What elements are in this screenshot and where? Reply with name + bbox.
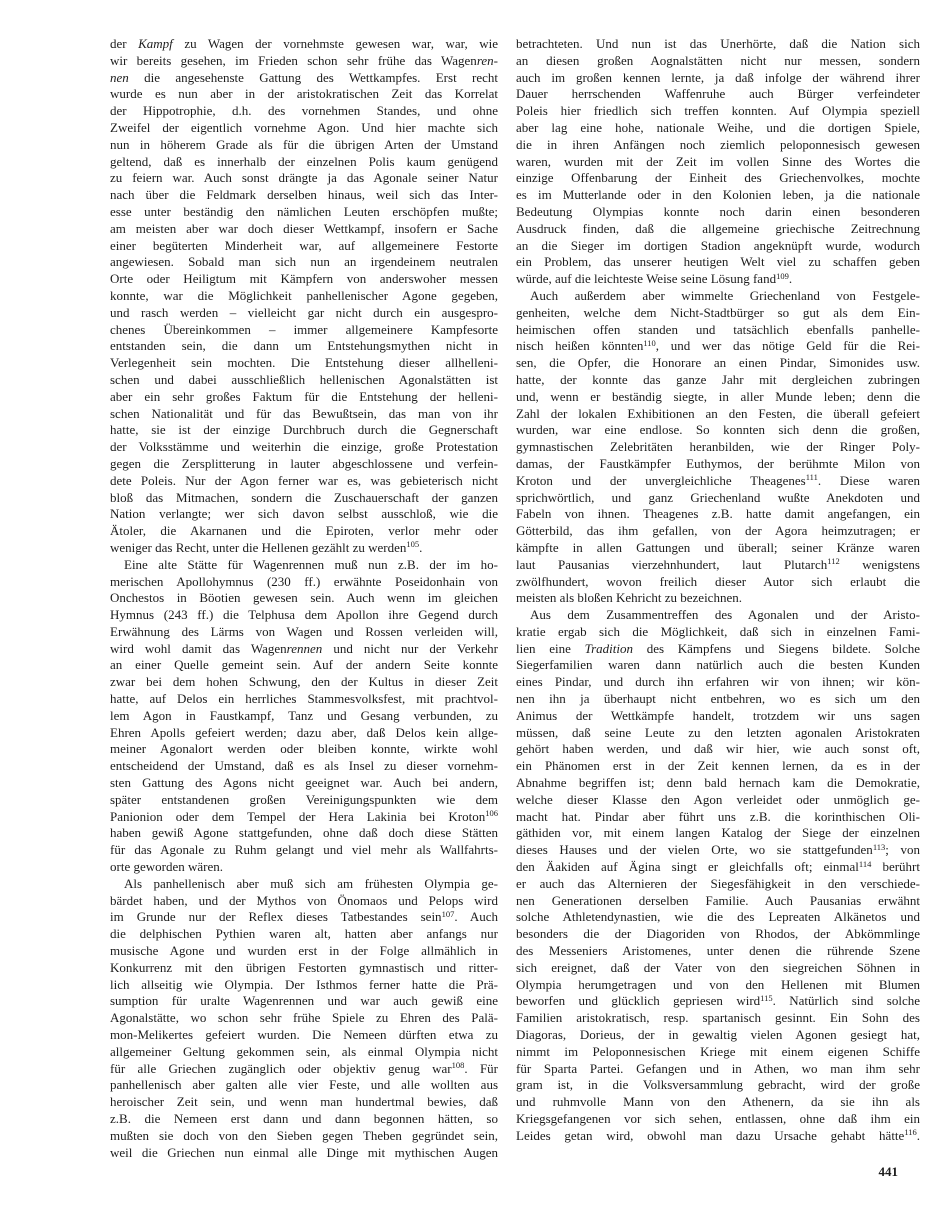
text-line: für das Agonale zu Ruhm gelangt und viel mehr als Wallfahrts-: [110, 842, 498, 858]
text-line: und, wenn er beständig siegte, in aller Munde leben; denn die: [516, 388, 920, 404]
text-line: solche Athletendynastien, wie die des Lepreaten Alkänetos und: [516, 909, 920, 925]
text-line: eines Pindar, und durch ihn erfahren wir von ihnen; wir kön-: [516, 674, 920, 690]
text-line: welche dieser Klasse den Agon verleidet oder unmöglich ge-: [516, 791, 920, 807]
text-line: der Hippotrophie, d.h. des vornehmen Standes, und ohne: [110, 103, 498, 119]
text-line: Dauer herrschenden Waffenruhe auch Bürger verfeindeter: [516, 86, 920, 102]
text-line: schen Nationalität und für das Bewußtsein, das man von ihr: [110, 405, 498, 421]
text-line: nimmt im Peloponnesischen Kriege mit einem eigenen Schiffe: [516, 1043, 920, 1059]
text-line: Konkurrenz mit den übrigen Festorten gymnastisch und ritter-: [110, 959, 498, 975]
text-line: Verlegenheit sein mochten. Die Entstehung dieser allhelleni-: [110, 355, 498, 371]
text-line: orte geworden wären.: [110, 859, 223, 875]
text-line: kämpfte in allen Gattungen und überall; seiner Kränze waren: [516, 539, 920, 555]
text-line: er auch das Alternieren der Siegesfähigkeit in den verschiede-: [516, 875, 920, 891]
text-line: Nation verlangte; wer sich davon selbst ausschloß, wie die: [110, 506, 498, 522]
text-line: ein Phänomen erst in der Zeit kennen lernen, da es in der: [516, 758, 920, 774]
text-line: sten Gattung des Agons nicht geeignet war. Auch bei andern,: [110, 775, 498, 791]
text-line: Olympia herumgetragen und von den Hellenen mit Blumen: [516, 976, 920, 992]
text-line: dieses Hauses und der vielen Orte, wo sie stattgefunden$^{113}$; von: [516, 842, 920, 858]
text-line: allgemeiner Geltung gekommen sein, als einmal Olympia nicht: [110, 1043, 498, 1059]
text-line: müssen, daß seine Leute zu den letzten agonalen Aristokraten: [516, 724, 920, 740]
text-line: merischen Apollohymnus (230 ff.) erwähnte Poseidonhain von: [110, 573, 498, 589]
text-line: haben gewiß Agone stattgefunden, ohne daß doch diese Stätten: [110, 825, 498, 841]
text-line: macht hat. Pindar aber führt uns z.B. die korinthischen Oli-: [516, 808, 920, 824]
text-line: angewiesen. Sobald man sich nun an irgendeinem neutralen: [110, 254, 498, 270]
text-line: zu feiern war. Auch sonst drängte ja das Agonale seiner Natur: [110, 170, 498, 186]
text-line: einer begüterten Minderheit war, auf allgemeinere Festorte: [110, 237, 498, 253]
text-line: entstanden sein, die dann um Entstehungsmythen nicht in: [110, 338, 498, 354]
text-line: panhellenisch aber galten alle vier Feste, und alle wollten aus: [110, 1077, 498, 1093]
text-line: auch im großen kennen lernte, ja daß infolge der während ihrer: [516, 69, 920, 85]
text-line: weil die Griechen nun einmal alle Dinge mit mythischen Augen: [110, 1144, 498, 1160]
text-line: wir bereits gesehen, im Frieden schon sehr frühe das Wagenren-: [110, 52, 498, 68]
text-line: Ausdruck finden, daß die allgemeine griechische Zeitrechnung: [516, 220, 920, 236]
text-line: an diesen großen Aognalstätten nicht nur messen, sondern: [516, 52, 920, 68]
text-line: den Äakiden auf Ägina singt er gleichfalls oft; einmal$^{114}$ berührt: [516, 859, 920, 875]
text-line: beworfen und glücklich gepriesen wird$^{115}$. Natürlich sind solche: [516, 993, 920, 1009]
text-line: Götterbild, das ihm gefallen, von der Agora heimzutragen; er: [516, 523, 920, 539]
text-line: würde, auf die leichteste Weise seine Lösung fand$^{109}$.: [516, 271, 793, 287]
text-line: nun in höherem Grade als für die übrigen Arten der Umstand: [110, 136, 498, 152]
text-line: Bedeutung Olympias konnte noch darin einen besonderen: [516, 203, 920, 219]
text-line: die in ihren Anfängen noch ziemlich peloponnesisch gewesen: [516, 136, 920, 152]
text-line: Auch außerdem aber wimmelte Griechenland von Festgele-: [530, 287, 920, 303]
text-line: ein Problem, das unserer heutigen Welt viel zu schaffen geben: [516, 254, 920, 270]
text-line: entscheidend der Umstand, daß es als Insel zu dieser vornehm-: [110, 758, 498, 774]
text-line: lien eine Tradition des Kämpfens und Siegens bildete. Solche: [516, 640, 920, 656]
text-line: meisten als bloßen Kehricht zu bezeichnen.: [516, 590, 742, 606]
text-line: gegen die Zersplitterung in lauter abgeschlossene und verfein-: [110, 455, 498, 471]
text-line: für alle Griechen zugänglich oder objektiv genug war$^{108}$. Für: [110, 1060, 498, 1076]
text-line: Eine alte Stätte für Wagenrennen muß nun z.B. der im ho-: [124, 556, 498, 572]
text-line: bärdet haben, und der Mythos von Önomaos und Pelops wird: [110, 892, 498, 908]
text-line: Animus der Wettkämpfe handelt, trotzdem wir uns sagen: [516, 707, 920, 723]
text-line: bloß das Mitmachen, sondern die Zuschauerschaft der ganzen: [110, 489, 498, 505]
text-line: aber lag eine hohe, nationale Weihe, und die dortigen Spiele,: [516, 119, 920, 135]
text-line: und rasch werden – vielleicht gar nicht durch ein ausgespro-: [110, 304, 498, 320]
text-line: heroischer Zeit sein, und wenn man hundertmal bewies, daß: [110, 1094, 498, 1110]
text-line: wurden, war eine endlose. So konnten sich denn die großen,: [516, 422, 920, 438]
text-line: im Grunde nur der Reflex dieses Tatbestandes sein$^{107}$. Auch: [110, 909, 498, 925]
text-line: Panionion oder dem Tempel der Hera Lakinia bei Kroton$^{106}$: [110, 808, 498, 824]
text-line: Leides getan wird, obwohl man dazu Ursache gehabt hätte$^{116}$.: [516, 1127, 920, 1143]
text-line: esse unter beständig den nämlichen Leuten erschöpfen mußte;: [110, 203, 498, 219]
text-line: an die Sieger im dortigen Stadion angeknüpft wurde, wodurch: [516, 237, 920, 253]
text-line: Onchestos in Böotien gewesen sein. Auch wenn im gleichen: [110, 590, 498, 606]
text-line: Agonalstätte, wo schon sehr frühe Spiele zu Ehren des Palä-: [110, 1010, 498, 1026]
text-line: zwar bei dem hohen Schwung, den der Kultus in dieser Zeit: [110, 674, 498, 690]
text-line: Hymnus (243 ff.) die Telphusa dem Apollon ihre Gegend durch: [110, 607, 498, 623]
text-line: wird wohl damit das Wagenrennen und nicht nur der Verkehr: [110, 640, 498, 656]
text-line: waren, wurden mit der Zeit im vollen Sinne des Wortes die: [516, 153, 920, 169]
text-line: sprichwörtlich, und ganz Griechenland wußte Anekdoten und: [516, 489, 920, 505]
text-line: die delphischen Pythien waren alt, hatten aber anfangs nur: [110, 926, 498, 942]
text-column-left: [110, 36, 498, 1161]
text-line: und ruhmvolle Mann von den Athenern, da sie ihn als: [516, 1094, 920, 1110]
text-line: Abnahme begriffen ist; denn bald hernach kam die Demokratie,: [516, 775, 920, 791]
text-line: dete Poleis. Nur der Agon ferner war es, was gebieterisch nicht: [110, 472, 498, 488]
text-line: Als panhellenisch aber muß sich am frühesten Olympia ge-: [124, 875, 498, 891]
text-line: Orte oder Heiligtum mit Kämpfern von anderswoher messen: [110, 271, 498, 287]
text-line: nen die angesehenste Gattung des Wettkampfes. Erst recht: [110, 69, 498, 85]
text-line: hatte, sie ist der einzige Durchbruch durch die Gegnerschaft: [110, 422, 498, 438]
text-line: mußten sie doch von den Sieben gegen Theben gegründet sein,: [110, 1127, 498, 1143]
text-line: der Kampf zu Wagen der vornehmste gewesen war, war, wie: [110, 36, 498, 51]
text-line: für Sparta Partei. Gefangen und in Athen, wo man ihm sehr: [516, 1060, 920, 1076]
text-line: lem Agon in Faustkampf, Tanz und Gesang verbunden, zu: [110, 707, 498, 723]
text-line: zwölfhundert, wovon freilich dieser Autor sich erlaubt die: [516, 573, 920, 589]
text-line: Ätoler, die Akarnanen und die Epiroten, verlor mehr oder: [110, 523, 498, 539]
text-line: es im Mutterlande oder in den Kolonien leben, ja die nationale: [516, 187, 920, 203]
text-line: musische Agone und wurden erst in der Folge allmählich in: [110, 943, 498, 959]
text-line: sumption für uralte Wagenrennen und war auch gewiß eine: [110, 993, 498, 1009]
text-line: damas, der Faustkämpfer Euthymos, der berühmte Milon von: [516, 455, 920, 471]
text-line: besonders die der Diagoriden von Rhodos, der Abkömmlinge: [516, 926, 920, 942]
text-line: lich allseitig wie Olympia. Der Isthmos ferner hatte die Prä-: [110, 976, 498, 992]
text-column-right: [516, 36, 920, 1145]
text-line: einzige Offenbarung der Einheit des Griechenvolkes, mochte: [516, 170, 920, 186]
text-line: des Messeniers Aristomenes, unter denen die rührende Szene: [516, 943, 920, 959]
text-line: nach über die Feldmark derselben hinaus, weil sich das Inter-: [110, 187, 498, 203]
text-line: mon-Melikertes gefeiert wurden. Die Nemeen dürften etwa zu: [110, 1027, 498, 1043]
text-line: kratie ergab sich die Möglichkeit, daß sich in einzelnen Fami-: [516, 623, 920, 639]
text-line: Siegerfamilien waren dann natürlich auch die besten Kunden: [516, 657, 920, 673]
text-line: an einer Quelle gemeint sein. Auf der andern Seite konnte: [110, 657, 498, 673]
text-line: genheiten, welche dem Nicht-Stadtbürger so gut als dem Ein-: [516, 304, 920, 320]
text-line: Zweifel der eigentlich vornehme Agon. Und hier machte sich: [110, 119, 498, 135]
text-line: Zahl der lokalen Exhibitionen an den Festen, die überall gefeiert: [516, 405, 920, 421]
text-line: sich ereignet, daß der Vater von den siegreichen Söhnen in: [516, 959, 920, 975]
text-line: geltend, daß es innerhalb der einzelnen Polis kaum genügend: [110, 153, 498, 169]
page-number: 441: [878, 1164, 898, 1179]
text-line: nen ihn ja überhaupt nicht entbehren, wo es sich um den: [516, 691, 920, 707]
text-line: aber ein sehr großes Faktum für die Entstehung der helleni-: [110, 388, 498, 404]
text-line: gäthiden vor, mit einem langen Katalog der Siege der einzelnen: [516, 825, 920, 841]
text-line: Erwähnung des Lärms von Wagen und Rossen verleiden will,: [110, 623, 498, 639]
text-line: Kroton und der unvergleichliche Theagenes$^{111}$. Diese waren: [516, 472, 920, 488]
text-line: hatte, der konnte das ganze Jahr mit dergleichen zubringen: [516, 371, 920, 387]
text-line: laut Pausanias vierzehnhundert, laut Plutarch$^{112}$ wenigstens: [516, 556, 920, 572]
text-line: weniger das Recht, unter die Hellenen gezählt zu werden$^{105}$.: [110, 539, 423, 555]
text-line: heimischen offen standen und tatsächlich ebenfalls panhelle-: [516, 321, 920, 337]
text-line: z.B. die Nemeen erst dann und dann begonnen hätten, so: [110, 1111, 498, 1126]
text-line: gram ist, in die Volksversammlung gebracht, wird der große: [516, 1077, 920, 1093]
text-line: Familien aristokratisch, resp. spartanisch gesinnt. Ein Sohn des: [516, 1010, 920, 1026]
text-line: Poleis hier friedlich sich treffen konnten. Auf Olympia speziell: [516, 103, 920, 119]
text-line: konnte, war die Möglichkeit panhellenischer Agone gegeben,: [110, 287, 498, 303]
text-line: Ehren Apolls gefeiert werden; dazu aber, daß Delos kein allge-: [110, 724, 498, 740]
text-line: nen Generationen derselben Familie. Auch Pausanias erwähnt: [516, 892, 920, 908]
text-line: chenes Übereinkommen – immer allgemeinere Kampfesorte: [110, 321, 498, 337]
text-line: Aus dem Zusammentreffen des Agonalen und der Aristo-: [530, 607, 920, 623]
text-line: der Volksstämme und weiterhin die einzige, große Protestation: [110, 439, 498, 455]
text-line: meiner Agonalort werden oder bleiben konnte, wirkte wohl: [110, 741, 498, 757]
text-line: später entstandenen großen Vereinigungspunkten wie dem: [110, 791, 498, 807]
text-line: am meisten aber war doch dieser Wettkampf, insofern er Sache: [110, 220, 498, 236]
text-line: nisch heißen könnten$^{110}$, und wer das nötige Geld für die Rei-: [516, 338, 920, 354]
text-line: Kriegsgefangenen vor sich sehen, entlassen, ohne daß ihm ein: [516, 1111, 920, 1126]
text-line: gehört haben werden, und daß wir hier, wie auch sonst oft,: [516, 741, 920, 757]
text-line: hatte, auf Delos ein herrliches Stammesvolksfest, mit prachtvol-: [110, 691, 498, 707]
text-line: Diagoras, Dorieus, der in gewaltig vielen Agonen gesiegt hat,: [516, 1027, 920, 1043]
text-line: gymnastischen Zelebritäten heranbilden, wie der Ringer Poly-: [516, 439, 920, 455]
text-line: wurde es nun aber in der aristokratischen Zeit das Korrelat: [110, 86, 498, 102]
text-line: schen und dabei ausschließlich hellenischen Agonalstätten ist: [110, 371, 498, 387]
text-line: sen, die Opfer, die Honorare an einen Pindar, Simonides usw.: [516, 355, 920, 371]
text-line: betrachteten. Und nun ist das Unerhörte, daß die Nation sich: [516, 36, 920, 51]
text-line: Fabeln von ihnen. Theagenes z.B. hatte damit angefangen, ein: [516, 506, 920, 522]
